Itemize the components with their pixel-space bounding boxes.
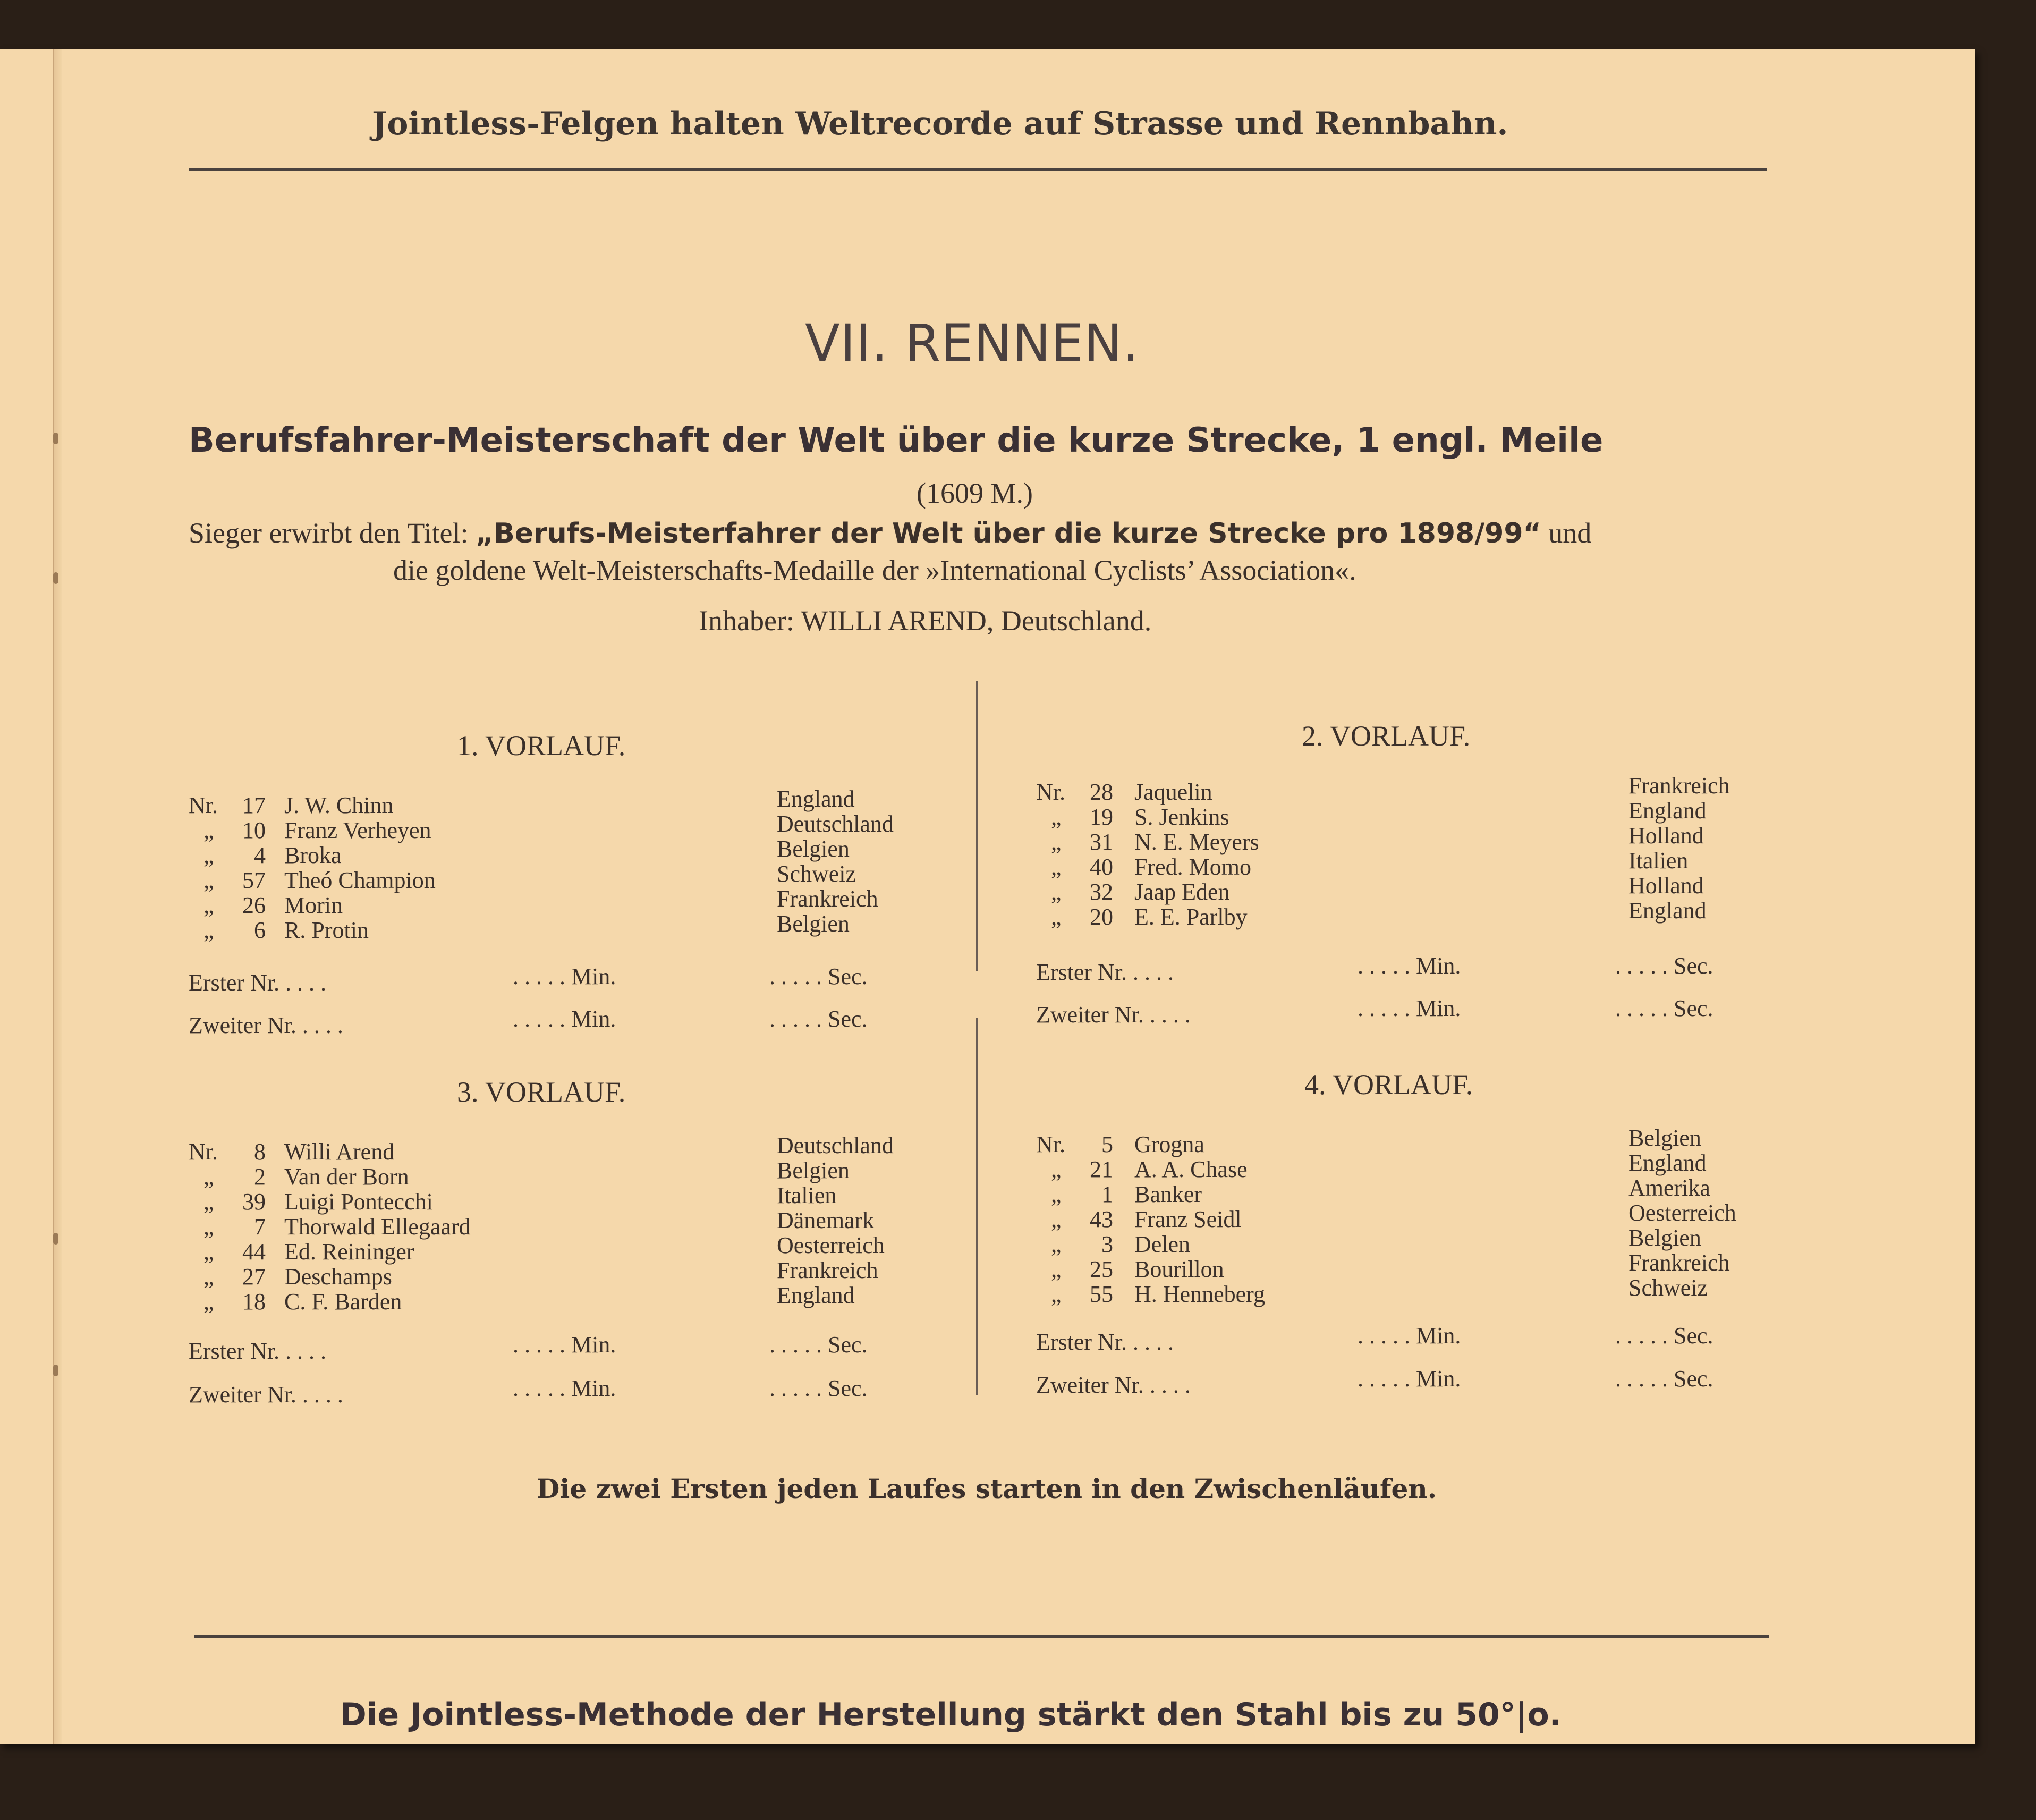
ditto-mark: „	[1051, 829, 1062, 855]
zweiter-min: . . . . . Min.	[513, 1006, 616, 1032]
ditto-mark: „	[203, 917, 214, 943]
ditto-mark: „	[203, 842, 214, 868]
footer-rule	[194, 1635, 1769, 1638]
rider-country: Deutschland	[777, 1132, 894, 1158]
rider-name: S. Jenkins	[1134, 804, 1229, 830]
winner-title: „Berufs-Meisterfahrer der Welt über die kurze Strecke pro 1898/99“	[475, 518, 1541, 549]
ditto-mark: „	[1051, 1281, 1062, 1307]
rider-name: Grogna	[1134, 1131, 1204, 1157]
rider-country-column	[777, 786, 894, 936]
rider-number: 1	[1101, 1181, 1113, 1207]
rider-name: N. E. Meyers	[1134, 829, 1259, 855]
rider-country: Belgien	[777, 836, 850, 862]
nr-label: Nr.	[1036, 779, 1065, 805]
zweiter-min: . . . . . Min.	[513, 1375, 616, 1401]
rider-number: 39	[242, 1189, 266, 1215]
column-divider	[976, 681, 978, 971]
rider-name: R. Protin	[284, 917, 369, 943]
rider-number: 31	[1090, 829, 1113, 855]
rider-country: Frankreich	[1628, 773, 1730, 799]
rider-country: Italien	[777, 1182, 837, 1208]
ditto-mark: „	[1051, 1206, 1062, 1232]
ditto-mark: „	[203, 1264, 214, 1290]
rider-name: Broka	[284, 842, 342, 868]
rider-number: 44	[242, 1239, 266, 1265]
heat-title: 2. VORLAUF.	[1302, 720, 1471, 752]
rider-name: Franz Seidl	[1134, 1206, 1242, 1232]
advert-header: Jointless-Felgen halten Weltrecorde auf Strasse und Rennbahn.	[372, 105, 1508, 142]
rider-country: Holland	[1628, 873, 1704, 899]
erster-min: . . . . . Min.	[1358, 953, 1461, 979]
rider-country: Deutschland	[777, 811, 894, 837]
rider-name: E. E. Parlby	[1134, 904, 1248, 930]
rider-number: 7	[254, 1214, 266, 1240]
erster-sec: . . . . . Sec.	[769, 1332, 868, 1358]
zweiter-label: Zweiter Nr. . . . .	[1036, 1372, 1191, 1398]
rider-name: Luigi Pontecchi	[284, 1189, 433, 1215]
rider-name-column	[1134, 1132, 1265, 1307]
ditto-mark: „	[1051, 904, 1062, 930]
erster-sec: . . . . . Sec.	[1615, 953, 1713, 979]
rider-number: 20	[1090, 904, 1113, 930]
winner-line-1	[189, 517, 1591, 549]
heat-title: 4. VORLAUF.	[1304, 1069, 1473, 1101]
rider-country: Dänemark	[777, 1207, 875, 1233]
ditto-mark: „	[203, 1239, 214, 1265]
rider-name-column	[1134, 780, 1259, 929]
nr-label: Nr.	[189, 1139, 218, 1165]
rider-number: 26	[242, 892, 266, 918]
rider-name: H. Henneberg	[1134, 1281, 1265, 1307]
binding-mark	[53, 572, 58, 584]
rider-number: 21	[1090, 1156, 1113, 1182]
erster-min: . . . . . Min.	[1358, 1323, 1461, 1349]
page-gutter	[53, 49, 62, 1744]
rider-country: Frankreich	[777, 1257, 878, 1283]
race-subtitle: Berufsfahrer-Meisterschaft der Welt über die kurze Strecke, 1 engl. Meile	[189, 421, 1604, 460]
rider-name: J. W. Chinn	[284, 792, 394, 818]
rider-name: Theó Champion	[284, 867, 436, 893]
rider-number-column	[1071, 780, 1113, 929]
erster-label: Erster Nr. . . . .	[189, 1338, 327, 1364]
ditto-mark: „	[203, 1289, 214, 1315]
rider-country: Belgien	[1628, 1125, 1701, 1151]
zweiter-label: Zweiter Nr. . . . .	[1036, 1002, 1191, 1028]
rider-country: Frankreich	[777, 886, 878, 912]
erster-min: . . . . . Min.	[513, 963, 616, 989]
rider-country: Italien	[1628, 848, 1689, 874]
ditto-mark: „	[203, 867, 214, 893]
rider-name: Ed. Reininger	[284, 1239, 414, 1265]
rider-name: Bourillon	[1134, 1256, 1224, 1282]
rider-country: England	[1628, 898, 1707, 924]
ditto-mark: „	[203, 892, 214, 918]
erster-min: . . . . . Min.	[513, 1332, 616, 1358]
rider-country: Oesterreich	[1628, 1200, 1736, 1226]
nr-label: Nr.	[189, 792, 218, 818]
rider-number: 27	[242, 1264, 266, 1290]
rider-country: Belgien	[777, 911, 850, 937]
rider-country-column	[777, 1133, 894, 1308]
ditto-mark: „	[1051, 1156, 1062, 1182]
rider-name: Fred. Momo	[1134, 854, 1251, 880]
race-distance: (1609 M.)	[917, 477, 1033, 509]
rider-number: 55	[1090, 1281, 1113, 1307]
column-divider	[976, 1018, 978, 1395]
rider-number: 18	[242, 1289, 266, 1315]
rider-country: England	[1628, 1150, 1707, 1176]
rider-name: Jaquelin	[1134, 779, 1212, 805]
winner-line-2: die goldene Welt-Meisterschafts-Medaille der »International Cyclists’ Association«.	[393, 554, 1356, 586]
rider-number: 8	[254, 1139, 266, 1165]
rider-name: Delen	[1134, 1231, 1191, 1257]
rider-number: 4	[254, 842, 266, 868]
rider-number: 17	[242, 792, 266, 818]
ditto-mark: „	[1051, 854, 1062, 880]
rider-number: 6	[254, 917, 266, 943]
rider-name: Thorwald Ellegaard	[284, 1214, 471, 1240]
rider-name: Deschamps	[284, 1264, 392, 1290]
erster-sec: . . . . . Sec.	[769, 963, 868, 989]
rider-country: England	[1628, 798, 1707, 824]
rider-country: Holland	[1628, 823, 1704, 849]
zweiter-sec: . . . . . Sec.	[769, 1375, 868, 1401]
advert-footer: Die Jointless-Methode der Herstellung stärkt den Stahl bis zu 50°|o.	[340, 1696, 1562, 1733]
zweiter-sec: . . . . . Sec.	[1615, 1366, 1713, 1392]
binding-mark	[53, 1233, 58, 1245]
rider-name: Willi Arend	[284, 1139, 395, 1165]
rider-name-column	[284, 793, 436, 943]
rider-country: Schweiz	[1628, 1275, 1708, 1301]
rider-name-column	[284, 1139, 471, 1314]
erster-sec: . . . . . Sec.	[1615, 1323, 1713, 1349]
zweiter-sec: . . . . . Sec.	[1615, 995, 1713, 1021]
rider-number: 32	[1090, 879, 1113, 905]
ditto-mark: „	[203, 1189, 214, 1215]
rider-number-column	[223, 793, 266, 943]
erster-label: Erster Nr. . . . .	[189, 970, 327, 996]
rider-number: 5	[1101, 1131, 1113, 1157]
rider-country: Frankreich	[1628, 1250, 1730, 1276]
nr-label: Nr.	[1036, 1131, 1065, 1157]
heat-title: 3. VORLAUF.	[457, 1076, 626, 1108]
erster-label: Erster Nr. . . . .	[1036, 1329, 1174, 1355]
zweiter-min: . . . . . Min.	[1358, 995, 1461, 1021]
rider-number: 40	[1090, 854, 1113, 880]
zweiter-min: . . . . . Min.	[1358, 1366, 1461, 1392]
rider-number-column	[1071, 1132, 1113, 1307]
ditto-mark: „	[1051, 1256, 1062, 1282]
rider-country: Belgien	[1628, 1225, 1701, 1251]
program-page	[0, 49, 1975, 1744]
erster-label: Erster Nr. . . . .	[1036, 959, 1174, 985]
rider-number: 2	[254, 1164, 266, 1190]
binding-mark	[53, 433, 58, 444]
rider-name: Van der Born	[284, 1164, 409, 1190]
rider-number: 25	[1090, 1256, 1113, 1282]
rider-country-column	[1628, 773, 1730, 923]
rider-country: England	[777, 786, 855, 812]
rider-number: 57	[242, 867, 266, 893]
ditto-mark: „	[203, 1214, 214, 1240]
ditto-mark: „	[1051, 804, 1062, 830]
winner-prefix: Sieger erwirbt den Titel:	[189, 517, 476, 549]
heat-title: 1. VORLAUF.	[457, 730, 626, 761]
ditto-mark: „	[1051, 879, 1062, 905]
rider-number: 28	[1090, 779, 1113, 805]
header-rule	[189, 168, 1767, 171]
zweiter-label: Zweiter Nr. . . . .	[189, 1012, 343, 1038]
zweiter-label: Zweiter Nr. . . . .	[189, 1382, 343, 1408]
rider-country: Amerika	[1628, 1175, 1710, 1201]
ditto-mark: „	[1051, 1231, 1062, 1257]
rider-name: A. A. Chase	[1134, 1156, 1248, 1182]
title-holder: Inhaber: WILLI AREND, Deutschland.	[699, 605, 1152, 637]
rider-country: Schweiz	[777, 861, 856, 887]
zweiter-sec: . . . . . Sec.	[769, 1006, 868, 1032]
rider-country: Oesterreich	[777, 1232, 885, 1258]
rider-number: 3	[1101, 1231, 1113, 1257]
rider-number: 43	[1090, 1206, 1113, 1232]
rider-country: England	[777, 1282, 855, 1308]
rider-number: 10	[242, 817, 266, 843]
race-title: VII. RENNEN.	[805, 314, 1140, 373]
rider-name: Morin	[284, 892, 343, 918]
rider-country-column	[1628, 1125, 1736, 1300]
winner-suffix: und	[1541, 517, 1592, 549]
ditto-mark: „	[1051, 1181, 1062, 1207]
rider-country: Belgien	[777, 1157, 850, 1183]
rider-name: C. F. Barden	[284, 1289, 402, 1315]
rider-name: Jaap Eden	[1134, 879, 1230, 905]
rider-name: Franz Verheyen	[284, 817, 431, 843]
rider-number: 19	[1090, 804, 1113, 830]
rider-name: Banker	[1134, 1181, 1202, 1207]
rider-number-column	[223, 1139, 266, 1314]
binding-mark	[53, 1365, 58, 1376]
ditto-mark: „	[203, 817, 214, 843]
ditto-mark: „	[203, 1164, 214, 1190]
heats-footnote: Die zwei Ersten jeden Laufes starten in den Zwischenläufen.	[537, 1473, 1437, 1504]
